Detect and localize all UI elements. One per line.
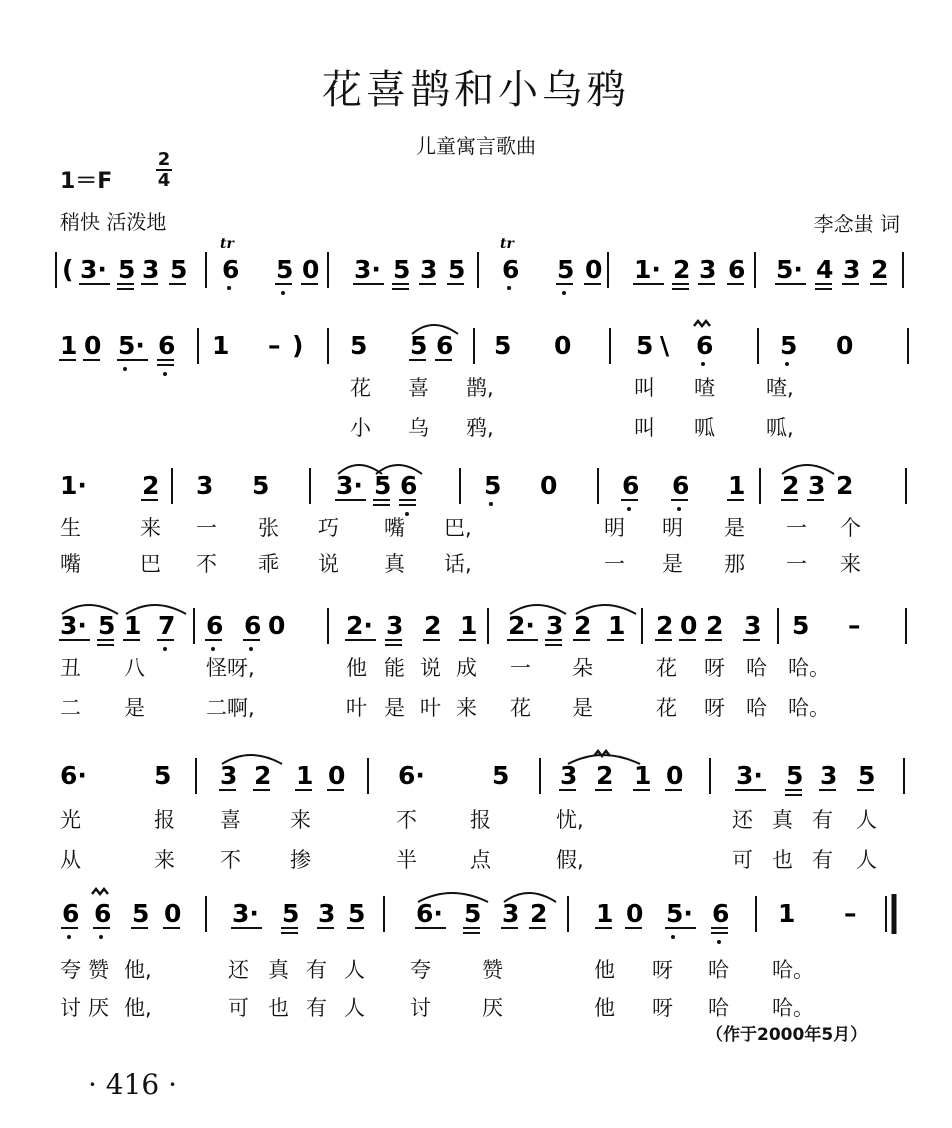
mordent-mark	[92, 889, 108, 894]
staff-line-6	[0, 880, 952, 960]
note: 5	[374, 471, 392, 500]
lyric-syllable: 报	[470, 808, 491, 832]
lyric-syllable: 不	[196, 552, 217, 576]
note: 3	[744, 611, 762, 640]
lyric-syllable: 真	[268, 958, 289, 982]
note: 3	[502, 899, 520, 928]
note: )	[292, 331, 304, 360]
lyric-syllable: 半	[396, 848, 417, 872]
note: 5	[780, 331, 798, 360]
lyric-syllable: 人	[344, 996, 365, 1020]
lyric-syllable: 也	[268, 996, 289, 1020]
lyric-syllable: 呀	[652, 958, 673, 982]
note: 3	[420, 255, 438, 284]
lyric-row-4-verse-1	[0, 652, 952, 682]
lyric-syllable: 是	[572, 696, 593, 720]
lyric-syllable: 哈	[746, 696, 767, 720]
lyric-syllable: 有	[306, 996, 327, 1020]
lyric-syllable: 鸦,	[466, 416, 494, 440]
lyric-syllable: 张	[258, 516, 279, 540]
note: 3	[220, 761, 238, 790]
note: 3	[699, 255, 717, 284]
lyric-syllable: 叫	[634, 376, 655, 400]
note: 0	[554, 331, 572, 360]
composition-date: （作于2000年5月）	[706, 1025, 868, 1045]
note: 5	[132, 899, 150, 928]
note: 6	[222, 255, 240, 284]
note: 6	[696, 331, 714, 360]
note: –	[268, 331, 281, 360]
lyric-syllable: 朵	[572, 656, 593, 680]
lyric-syllable: 也	[772, 848, 793, 872]
lyric-syllable: 叶	[420, 696, 441, 720]
lyric-syllable: 有	[812, 848, 833, 872]
lyric-row-4-verse-2	[0, 692, 952, 722]
lyric-syllable: 可	[732, 848, 753, 872]
note: 5	[494, 331, 512, 360]
note: 5·	[118, 331, 145, 360]
lyric-syllable: 话,	[444, 552, 472, 576]
lyric-syllable: 明	[604, 516, 625, 540]
octave-dot	[211, 647, 215, 651]
note: 0	[302, 255, 320, 284]
lyric-syllable: 巧	[318, 516, 339, 540]
note: 5	[484, 471, 502, 500]
note: 2	[871, 255, 889, 284]
note: 3	[142, 255, 160, 284]
note: 1	[124, 611, 142, 640]
note: 3	[820, 761, 838, 790]
note: 5	[276, 255, 294, 284]
lyric-syllable: 嘴	[384, 516, 405, 540]
octave-dot	[717, 940, 721, 944]
lyric-syllable: 从	[60, 848, 81, 872]
lyric-syllable: 呀	[652, 996, 673, 1020]
lyric-syllable: 说	[420, 656, 441, 680]
tempo-marking: 稍快 活泼地	[60, 210, 167, 234]
lyric-syllable: 能	[384, 656, 405, 680]
lyric-syllable: 讨	[410, 996, 431, 1020]
lyric-syllable: 哈	[708, 996, 729, 1020]
lyric-syllable: 哈。	[788, 696, 830, 720]
note: 6	[436, 331, 454, 360]
lyric-syllable: 是	[124, 696, 145, 720]
note: 5	[557, 255, 575, 284]
lyric-syllable: 哈	[708, 958, 729, 982]
lyric-syllable: 厌	[482, 996, 503, 1020]
note: 6·	[60, 761, 87, 790]
lyric-syllable: 明	[662, 516, 683, 540]
note: 1	[634, 761, 652, 790]
note: 2	[596, 761, 614, 790]
lyric-syllable: 成	[456, 656, 477, 680]
octave-dot	[123, 367, 127, 371]
note: 2	[142, 471, 160, 500]
lyric-syllable: 丑	[60, 656, 81, 680]
lyric-row-6-verse-2	[0, 992, 952, 1022]
lyric-syllable: 是	[724, 516, 745, 540]
page-number: · 416 ·	[88, 1068, 178, 1101]
note: 5	[348, 899, 366, 928]
octave-dot	[67, 935, 71, 939]
lyric-syllable: 忧,	[556, 808, 584, 832]
note: 2	[673, 255, 691, 284]
lyric-syllable: 哈。	[772, 958, 814, 982]
note: 1	[778, 899, 796, 928]
note: 3·	[336, 471, 363, 500]
note: 2·	[508, 611, 535, 640]
time-top: 2	[157, 149, 171, 170]
note: 3	[843, 255, 861, 284]
lyric-syllable: 那	[724, 552, 745, 576]
note: 2	[706, 611, 724, 640]
note: 5	[170, 255, 188, 284]
note: 5	[858, 761, 876, 790]
lyric-syllable: 巴	[140, 552, 161, 576]
trill-mark: tr	[220, 236, 234, 252]
lyric-syllable: 巴,	[444, 516, 472, 540]
lyric-syllable: 嘴	[60, 552, 81, 576]
note: 3·	[354, 255, 381, 284]
lyric-syllable: 呀	[704, 696, 725, 720]
note: 0	[680, 611, 698, 640]
lyric-syllable: 人	[856, 848, 877, 872]
lyric-row-2-verse-2	[0, 412, 952, 442]
lyric-syllable: 说	[318, 552, 339, 576]
lyric-syllable: 他,	[124, 958, 152, 982]
note: 1	[296, 761, 314, 790]
lyric-syllable: 点	[470, 848, 491, 872]
lyric-syllable: 喳	[694, 376, 715, 400]
lyric-syllable: 二啊,	[206, 696, 255, 720]
note: 5	[492, 761, 510, 790]
note: 1	[212, 331, 230, 360]
lyric-syllable: 人	[344, 958, 365, 982]
note: 6	[622, 471, 640, 500]
note: 3	[386, 611, 404, 640]
lyric-syllable: 还	[228, 958, 249, 982]
lyric-syllable: 小	[350, 416, 371, 440]
lyric-syllable: 一	[786, 516, 807, 540]
lyric-syllable: 来	[840, 552, 861, 576]
lyric-syllable: 喜	[408, 376, 429, 400]
lyric-syllable: 讨	[60, 996, 81, 1020]
lyric-syllable: 乖	[258, 552, 279, 576]
lyric-syllable: 他	[594, 958, 615, 982]
note: 0	[666, 761, 684, 790]
lyric-syllable: 他	[346, 656, 367, 680]
lyric-syllable: 一	[196, 516, 217, 540]
song-title: 花喜鹊和小乌鸦	[322, 67, 630, 113]
key-signature: 1＝F	[60, 169, 113, 194]
note: 0	[84, 331, 102, 360]
lyric-syllable: 真	[384, 552, 405, 576]
note: 5	[154, 761, 172, 790]
staff-svg	[0, 880, 952, 960]
note: 5	[98, 611, 116, 640]
note: 6	[728, 255, 746, 284]
lyric-syllable: 花	[350, 376, 371, 400]
lyric-syllable: 二	[60, 696, 81, 720]
note: 0	[328, 761, 346, 790]
note: 1·	[634, 255, 661, 284]
note: 1	[460, 611, 478, 640]
lyric-syllable: 生	[60, 516, 81, 540]
lyric-syllable: 喳,	[766, 376, 794, 400]
lyric-syllable: 一	[786, 552, 807, 576]
octave-dot	[627, 507, 631, 511]
song-subtitle: 儿童寓言歌曲	[416, 134, 536, 158]
lyric-row-3-verse-1	[0, 512, 952, 542]
note: 5	[252, 471, 270, 500]
lyric-syllable: 呱,	[766, 416, 794, 440]
lyric-syllable: 乌	[408, 416, 429, 440]
note: 2	[574, 611, 592, 640]
note: 1	[608, 611, 626, 640]
lyric-syllable: 还	[732, 808, 753, 832]
lyric-syllable: 呱	[694, 416, 715, 440]
note: 2	[836, 471, 854, 500]
mordent-mark	[694, 321, 710, 326]
note: 3	[196, 471, 214, 500]
lyric-syllable: 鹊,	[466, 376, 494, 400]
note: 4	[816, 255, 834, 284]
note: 6·	[416, 899, 443, 928]
note: 5	[786, 761, 804, 790]
lyricist-credit: 李念蚩 词	[813, 212, 900, 236]
lyric-syllable: 他	[594, 996, 615, 1020]
lyric-syllable: 人	[856, 808, 877, 832]
lyric-syllable: 报	[154, 808, 175, 832]
lyric-syllable: 叶	[346, 696, 367, 720]
note: 3	[808, 471, 826, 500]
lyric-syllable: 不	[220, 848, 241, 872]
note: 6	[94, 899, 112, 928]
time-bottom: 4	[157, 170, 171, 191]
note: 5	[464, 899, 482, 928]
note: 2	[254, 761, 272, 790]
lyric-syllable: 一	[510, 656, 531, 680]
note: 5	[282, 899, 300, 928]
note: 3·	[232, 899, 259, 928]
note: 5	[350, 331, 368, 360]
note: 0	[836, 331, 854, 360]
note: 0	[540, 471, 558, 500]
lyric-row-5-verse-2	[0, 844, 952, 874]
note: 0	[626, 899, 644, 928]
lyric-syllable: 叫	[634, 416, 655, 440]
note: 5	[448, 255, 466, 284]
note: 5·	[666, 899, 693, 928]
octave-dot	[562, 291, 566, 295]
octave-dot	[227, 286, 231, 290]
octave-dot	[507, 286, 511, 290]
note: 1	[596, 899, 614, 928]
lyric-syllable: 不	[396, 808, 417, 832]
note: 6	[62, 899, 80, 928]
octave-dot	[163, 647, 167, 651]
octave-dot	[677, 507, 681, 511]
lyric-syllable: 个	[840, 516, 861, 540]
octave-dot	[249, 647, 253, 651]
note: 5·	[776, 255, 803, 284]
lyric-syllable: 花	[510, 696, 531, 720]
lyric-syllable: 夸	[410, 958, 431, 982]
note: 1	[60, 331, 78, 360]
staff-svg	[0, 236, 952, 316]
note: (	[62, 255, 74, 284]
lyric-syllable: 真	[772, 808, 793, 832]
lyric-syllable: 赞	[88, 958, 109, 982]
lyric-syllable: 来	[456, 696, 477, 720]
note: 5	[118, 255, 136, 284]
octave-dot	[99, 935, 103, 939]
note: 5	[792, 611, 810, 640]
lyric-syllable: 来	[154, 848, 175, 872]
lyric-syllable: 来	[290, 808, 311, 832]
note: 6	[400, 471, 418, 500]
note: 2	[530, 899, 548, 928]
lyric-syllable: 光	[60, 808, 81, 832]
lyric-syllable: 喜	[220, 808, 241, 832]
octave-dot	[489, 502, 493, 506]
note: 3	[546, 611, 564, 640]
lyric-syllable: 八	[124, 656, 145, 680]
note: 3·	[736, 761, 763, 790]
note: 0	[164, 899, 182, 928]
note: 6	[502, 255, 520, 284]
lyric-row-2-verse-1	[0, 372, 952, 402]
lyric-syllable: 呀	[704, 656, 725, 680]
lyric-syllable: 怪呀,	[206, 656, 255, 680]
lyric-syllable: 有	[306, 958, 327, 982]
note: 3	[560, 761, 578, 790]
lyric-syllable: 夸	[60, 958, 81, 982]
octave-dot	[281, 291, 285, 295]
note: –	[844, 899, 857, 928]
note: 6	[158, 331, 176, 360]
note: 5	[636, 331, 654, 360]
note: 6	[672, 471, 690, 500]
note: 6	[244, 611, 262, 640]
note: 3·	[60, 611, 87, 640]
lyric-syllable: 花	[656, 656, 677, 680]
note: \	[660, 331, 670, 360]
octave-dot	[785, 362, 789, 366]
note: 3	[318, 899, 336, 928]
note: 2·	[346, 611, 373, 640]
note: 6	[712, 899, 730, 928]
lyric-syllable: 是	[384, 696, 405, 720]
lyric-syllable: 是	[662, 552, 683, 576]
note: 7	[158, 611, 176, 640]
note: 0	[585, 255, 603, 284]
lyric-syllable: 他,	[124, 996, 152, 1020]
note: 6·	[398, 761, 425, 790]
lyric-syllable: 哈。	[772, 996, 814, 1020]
lyric-syllable: 一	[604, 552, 625, 576]
lyric-syllable: 花	[656, 696, 677, 720]
lyric-row-6-verse-1	[0, 954, 952, 984]
lyric-syllable: 哈	[746, 656, 767, 680]
staff-line-1	[0, 236, 952, 316]
note: 1	[728, 471, 746, 500]
lyric-syllable: 有	[812, 808, 833, 832]
lyric-row-3-verse-2	[0, 548, 952, 578]
lyric-syllable: 掺	[290, 848, 311, 872]
note: 2	[424, 611, 442, 640]
note: 6	[206, 611, 224, 640]
note: 5	[410, 331, 428, 360]
note: –	[848, 611, 861, 640]
trill-mark: tr	[500, 236, 514, 252]
note: 0	[268, 611, 286, 640]
note: 2	[782, 471, 800, 500]
note: 1·	[60, 471, 87, 500]
lyric-syllable: 厌	[88, 996, 109, 1020]
lyric-syllable: 哈。	[788, 656, 830, 680]
octave-dot	[701, 362, 705, 366]
lyric-syllable: 假,	[556, 848, 584, 872]
lyric-syllable: 来	[140, 516, 161, 540]
time-signature	[156, 150, 172, 190]
note: 3·	[80, 255, 107, 284]
lyric-syllable: 赞	[482, 958, 503, 982]
lyric-row-5-verse-1	[0, 804, 952, 834]
note: 2	[656, 611, 674, 640]
octave-dot	[671, 935, 675, 939]
lyric-syllable: 可	[228, 996, 249, 1020]
note: 5	[393, 255, 411, 284]
